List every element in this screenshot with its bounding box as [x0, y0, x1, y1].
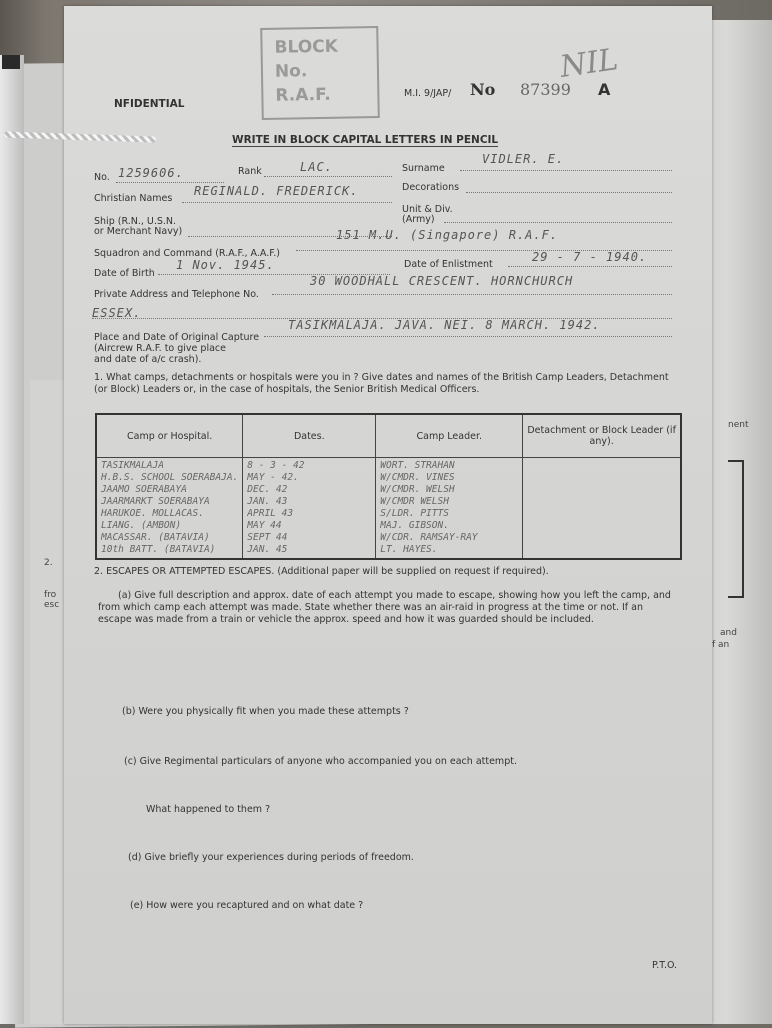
- question-2a-line-2: from which camp each attempt was made. State whether there was an air-raid in progress at the time or not. If an: [98, 602, 644, 613]
- address-value-1: 30 WOODHALL CRESCENT. HORNCHURCH: [310, 274, 574, 288]
- surname-value: VIDLER. E.: [482, 152, 565, 166]
- enlistment-label: Date of Enlistment: [404, 259, 493, 270]
- binder-spine: [0, 55, 24, 1024]
- christian-names-line: [182, 202, 392, 203]
- margin-bracket: [728, 460, 744, 598]
- camp-entry: HARUKOE. MOLLACAS.: [101, 508, 204, 519]
- unit-label-2: (Army): [402, 214, 435, 225]
- date-entry: JAN. 43: [247, 496, 288, 507]
- left-fragment-2: fro: [44, 590, 57, 600]
- question-2b: (b) Were you physically fit when you made these attempts ?: [122, 706, 409, 717]
- number-label: No: [470, 80, 496, 99]
- rank-value: LAC.: [300, 160, 333, 174]
- capture-label-2: (Aircrew R.A.F. to give place: [94, 343, 226, 354]
- question-2d: (d) Give briefly your experiences during periods of freedom.: [128, 852, 414, 863]
- surname-label: Surname: [402, 163, 445, 174]
- camp-entry: JAAMO SOERABAYA: [101, 484, 187, 495]
- address-label: Private Address and Telephone No.: [94, 289, 259, 300]
- left-fragment-1: 2.: [44, 558, 53, 568]
- detachment-column: [523, 458, 681, 560]
- camp-entry: MACASSAR. (BATAVIA): [101, 532, 210, 543]
- number-suffix: A: [598, 80, 611, 99]
- ship-label-1: Ship (R.N., U.S.N.: [94, 216, 177, 227]
- unit-line: [444, 222, 672, 223]
- dob-label: Date of Birth: [94, 268, 155, 279]
- capture-line: [264, 336, 672, 337]
- header-leader: Camp Leader.: [376, 414, 523, 458]
- right-fragment-3: f an: [712, 640, 730, 650]
- question-2a-line-1: (a) Give full description and approx. date of each attempt you made to escape, showing how you left the camp, and: [118, 590, 671, 601]
- header-dates: Dates.: [243, 414, 376, 458]
- camp-entry: LIANG. (AMBON): [101, 520, 182, 531]
- leader-entry: MAJ. GIBSON.: [380, 520, 449, 531]
- instruction-heading: WRITE IN BLOCK CAPITAL LETTERS IN PENCIL: [232, 134, 499, 146]
- address-line-1: [272, 294, 672, 295]
- date-entry: DEC. 42: [247, 484, 288, 495]
- leader-entry: WORT. STRAHAN: [380, 460, 455, 471]
- rank-label: Rank: [238, 166, 262, 177]
- camp-entry: JAARMARKT SOERABAYA: [101, 496, 210, 507]
- no-line: [116, 182, 224, 183]
- ship-label-2: or Merchant Navy): [94, 226, 183, 237]
- dob-value: 1 Nov. 1945.: [176, 258, 275, 272]
- squadron-value: 151 M.U. (Singapore) R.A.F.: [336, 228, 559, 242]
- christian-names-value: REGINALD. FREDERICK.: [194, 184, 359, 198]
- capture-label-3: and date of a/c crash).: [94, 354, 202, 365]
- stamp-line-1: BLOCK: [274, 36, 339, 58]
- decorations-label: Decorations: [402, 182, 460, 193]
- squadron-label: Squadron and Command (R.A.F., A.A.F.): [94, 248, 280, 259]
- classification-label: NFIDENTIAL: [114, 98, 185, 110]
- dates-column: [243, 458, 376, 560]
- stamp-line-3: R.A.F.: [275, 84, 331, 106]
- date-entry: 8 - 3 - 42: [247, 460, 305, 471]
- date-entry: SEPT 44: [247, 532, 288, 543]
- unit-label-1: Unit & Div.: [402, 204, 453, 215]
- date-entry: JAN. 45: [247, 544, 288, 555]
- pto-label: P.T.O.: [652, 960, 678, 971]
- leader-entry: W/CMDR. WELSH: [380, 484, 455, 495]
- no-value: 1259606.: [118, 166, 184, 180]
- question-2a-line-3: escape was made from a train or vehicle the approx. speed and how it was guarded should be included.: [98, 614, 594, 625]
- question-2c-followup: What happened to them ?: [146, 804, 271, 815]
- stamp-line-2: No.: [274, 61, 308, 82]
- enlistment-value: 29 - 7 - 1940.: [532, 250, 648, 264]
- address-value-2: ESSEX.: [92, 306, 142, 320]
- question-1-line-2: (or Block) Leaders or, in the case of hospitals, the Senior British Medical Officers.: [94, 384, 480, 395]
- number-value: 87399: [520, 80, 571, 99]
- form-code: M.I. 9/JAP/: [404, 88, 452, 99]
- question-1-line-1: 1. What camps, detachments or hospitals were you in ? Give dates and names of the British Camp Leaders, Detachment: [94, 372, 669, 383]
- leader-entry: W/CMDR. VINES: [380, 472, 455, 483]
- capture-value: TASIKMALAJA. JAVA. NEI. 8 MARCH. 1942.: [288, 318, 601, 332]
- camp-column: [96, 458, 243, 560]
- leader-column: [376, 458, 523, 560]
- question-2c: (c) Give Regimental particulars of anyone who accompanied you on each attempt.: [124, 756, 517, 767]
- leader-entry: W/CMDR WELSH: [380, 496, 449, 507]
- date-entry: MAY - 42.: [247, 472, 299, 483]
- capture-label-1: Place and Date of Original Capture: [94, 332, 260, 343]
- enlistment-line: [508, 266, 672, 267]
- camp-entry: TASIKMALAJA: [101, 460, 164, 471]
- surname-line: [460, 170, 672, 171]
- camps-table: [95, 413, 682, 560]
- decorations-line: [466, 192, 672, 193]
- camp-entry: 10th BATT. (BATAVIA): [101, 544, 216, 555]
- binder-cap: [2, 55, 20, 69]
- date-entry: APRIL 43: [247, 508, 294, 519]
- block-stamp: [260, 26, 380, 120]
- question-2e: (e) How were you recaptured and on what date ?: [130, 900, 364, 911]
- header-detachment: Detachment or Block Leader (if any).: [523, 414, 681, 458]
- date-entry: MAY 44: [247, 520, 282, 531]
- leader-entry: LT. HAYES.: [380, 544, 438, 555]
- rank-line: [264, 176, 392, 177]
- camp-entry: H.B.S. SCHOOL SOERABAJA.: [101, 472, 239, 483]
- no-label: No.: [94, 172, 110, 183]
- nil-annotation: NIL: [557, 42, 621, 85]
- header-camp: Camp or Hospital.: [96, 414, 243, 458]
- question-2-title: 2. ESCAPES OR ATTEMPTED ESCAPES. (Additional paper will be supplied on request if required).: [94, 566, 549, 577]
- leader-entry: W/CDR. RAMSAY-RAY: [380, 532, 478, 543]
- christian-names-label: Christian Names: [94, 193, 173, 204]
- left-fragment-3: esc: [44, 600, 60, 610]
- leader-entry: S/LDR. PITTS: [380, 508, 449, 519]
- right-fragment-1: nent: [728, 420, 749, 430]
- right-fragment-2: and: [720, 628, 737, 638]
